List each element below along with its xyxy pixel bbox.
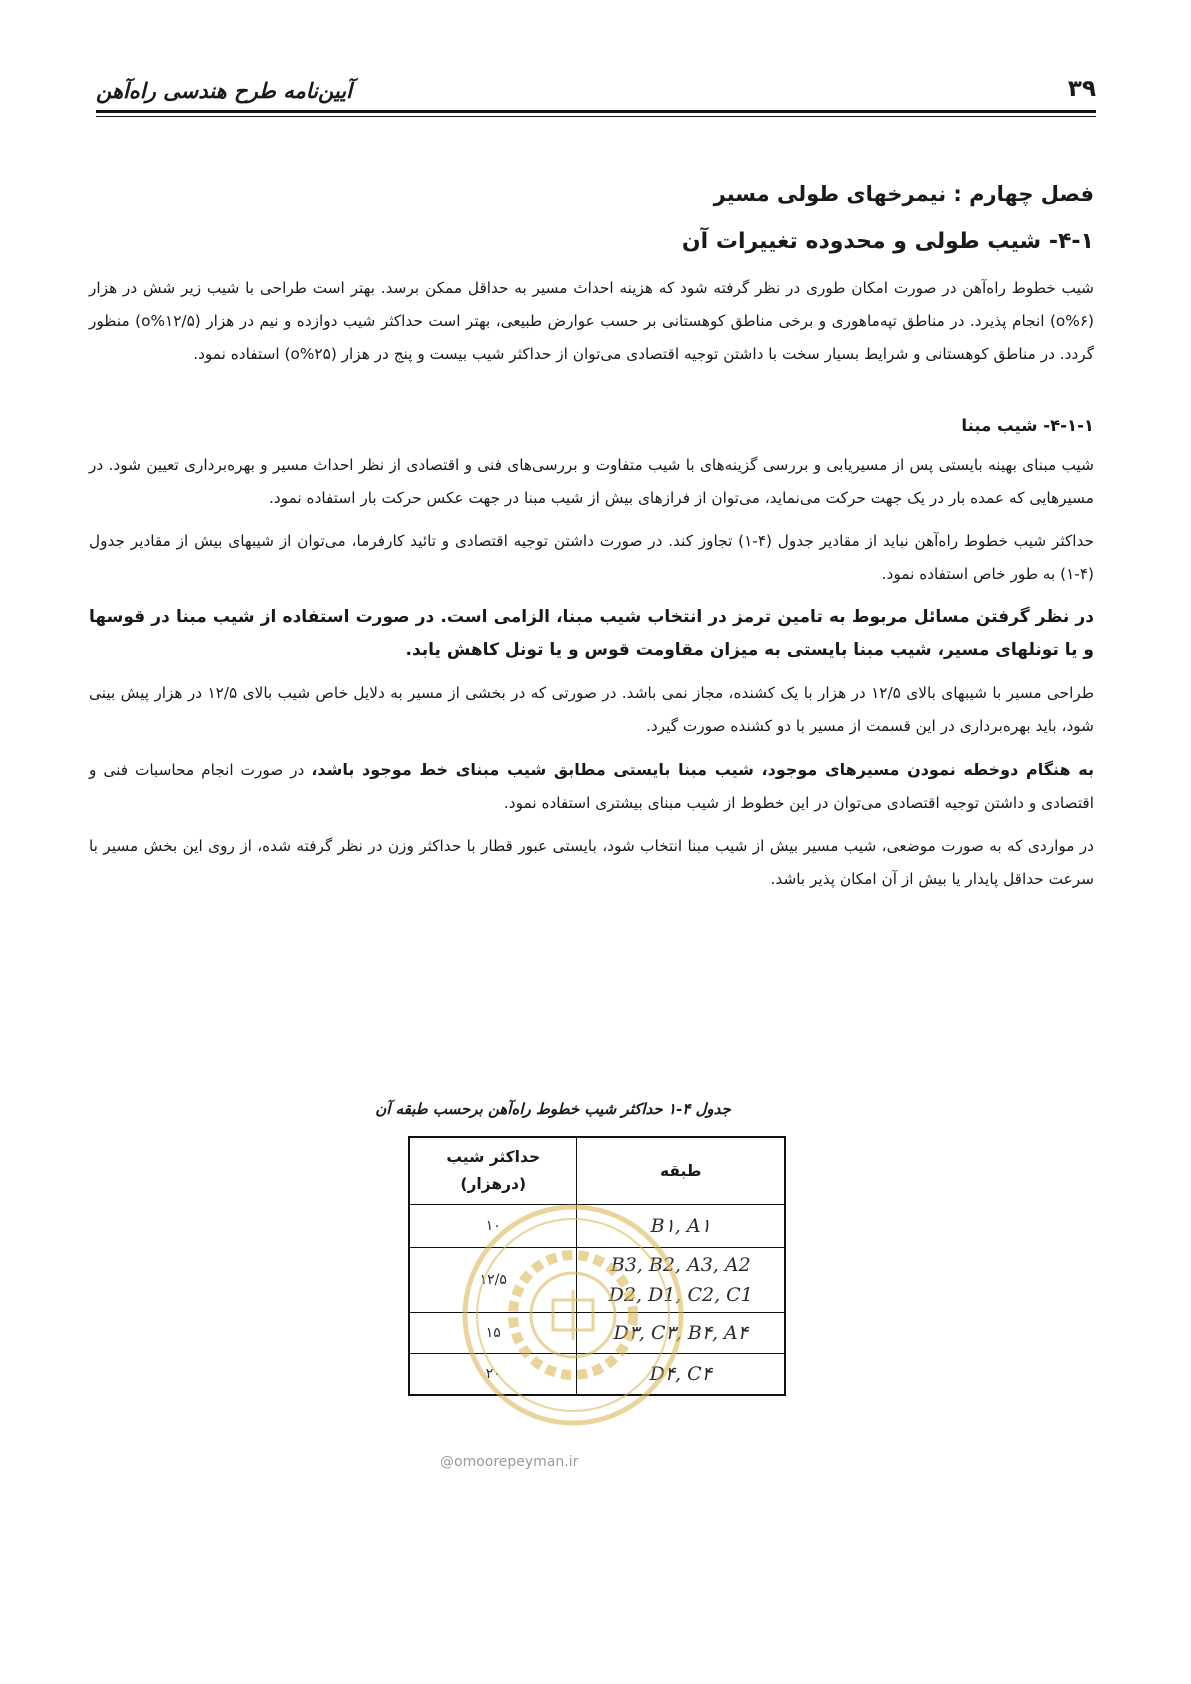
paragraph-5 <box>89 753 1094 820</box>
page-number: ۳۹ <box>1067 76 1096 102</box>
running-header <box>96 76 1096 108</box>
paragraph-4: طراحی مسیر با شیبهای بالای ۱۲/۵ در هزار با یک کشنده، مجاز نمی باشد. در صورتی که در بخشی از مسیر به دلایل خاص شیب بالای ۱۲/۵ در هزار پیش بینی شود، باید بهره‌برداری در این قسمت از مسیر با دو کشنده صورت گیرد. <box>89 684 1094 735</box>
table-caption: جدول ۴-۱ حداکثر شیب خطوط راه‌آهن برحسب طبقه آن <box>375 1100 731 1118</box>
max-grade-cell: ۲۰ <box>409 1354 577 1396</box>
body-content <box>89 180 1094 906</box>
section-paragraph: شیب خطوط راه‌آهن در صورت امکان طوری در نظر گرفته شود که هزینه احداث مسیر به حداقل ممکن برسد. بهتر است طراحی با شیب زیر شش در هزار (۶%o) انجام پذیرد. در مناطق تپه‌ماهوری و برخی مناطق کوهستانی بر حسب عوارض طبیعی، بهتر است حداکثر شیب دوازده و نیم در هزار (۱۲/۵%o) منظور گردد. در مناطق کوهستانی و شرایط بسیار سخت با داشتن توجیه اقتصادی می‌توان از حداکثر شیب بیست و پنج در هزار (۲۵%o) استفاده نمود. <box>89 279 1094 363</box>
watermark-text: @omoorepeyman.ir <box>440 1454 579 1470</box>
paragraph-1: شیب مبنای بهینه بایستی پس از مسیریابی و بررسی گزینه‌های با شیب متفاوت و بررسی‌های فنی و اقتصادی از نظر احداث مسیر و بهره‌برداری تعیین شود. در مسیرهایی که عمده بار در یک جهت حرکت می‌نماید، می‌توان از فرازهای بیش از شیب مبنا در جهت عکس حرکت بار استفاده نمود. <box>89 456 1094 507</box>
paragraph-5-rest: در صورت انجام محاسبات فنی و اقتصادی و داشتن توجیه اقتصادی می‌توان در این خطوط از شیب مبنای بیشتری استفاده نمود. <box>89 761 1094 812</box>
book-title: آیین‌نامه طرح هندسی راه‌آهن <box>96 78 352 103</box>
header-rule-thick <box>96 110 1096 113</box>
paragraph-2: حداکثر شیب خطوط راه‌آهن نباید از مقادیر جدول (۴-۱) تجاوز کند. در صورت داشتن توجیه اقتصادی و تائید کارفرما، می‌توان از شیبهای بیش از مقادیر جدول (۴-۱) به طور خاص استفاده نمود. <box>89 532 1094 583</box>
max-grade-cell: ۱۲/۵ <box>409 1248 577 1313</box>
class-line: D2, D1, C2, C1 <box>608 1284 753 1306</box>
chapter-title: فصل چهارم : نیمرخهای طولی مسیر <box>713 182 1094 206</box>
header-class: طبقه <box>577 1137 785 1205</box>
class-line: B3, B2, A3, A2 <box>610 1254 751 1276</box>
header-max-line2: (درهزار) <box>460 1175 527 1193</box>
max-grade-cell: ۱۵ <box>409 1313 577 1354</box>
table-header-row <box>409 1137 785 1205</box>
seal-watermark-icon <box>458 1200 688 1430</box>
class-line: B۱, A۱ <box>650 1215 711 1237</box>
paragraph-3-bold: در نظر گرفتن مسائل مربوط به تامین ترمز در انتخاب شیب مبنا، الزامی است. در صورت استفاده از شیب مبنا در قوسها و یا تونلهای مسیر، شیب مبنا بایستی به میزان مقاومت قوس و یا تونل کاهش یابد. <box>89 607 1094 660</box>
subsection-title: ۴-۱-۱- شیب مبنا <box>961 416 1094 435</box>
paragraph-5-bold: به هنگام دوخطه نمودن مسیرهای موجود، شیب مبنا بایستی مطابق شیب مبنای خط موجود باشد، <box>311 760 1094 779</box>
class-line: D۴, C۴ <box>649 1363 712 1385</box>
class-line: D۳, C۳, B۴, A۴ <box>613 1322 748 1344</box>
section-title: ۴-۱- شیب طولی و محدوده تغییرات آن <box>681 229 1094 254</box>
header-max-line1: حداکثر شیب <box>446 1148 541 1166</box>
header-max-grade <box>409 1137 577 1205</box>
max-grade-cell: ۱۰ <box>409 1205 577 1248</box>
header-rule-thin <box>96 116 1096 117</box>
paragraph-6: در مواردی که به صورت موضعی، شیب مسیر بیش از شیب مبنا انتخاب شود، بایستی عبور قطار با حداکثر وزن در نظر گرفته شده، از روی این بخش مسیر با سرعت حداقل پایدار یا بیش از آن امکان پذیر باشد. <box>89 837 1094 888</box>
